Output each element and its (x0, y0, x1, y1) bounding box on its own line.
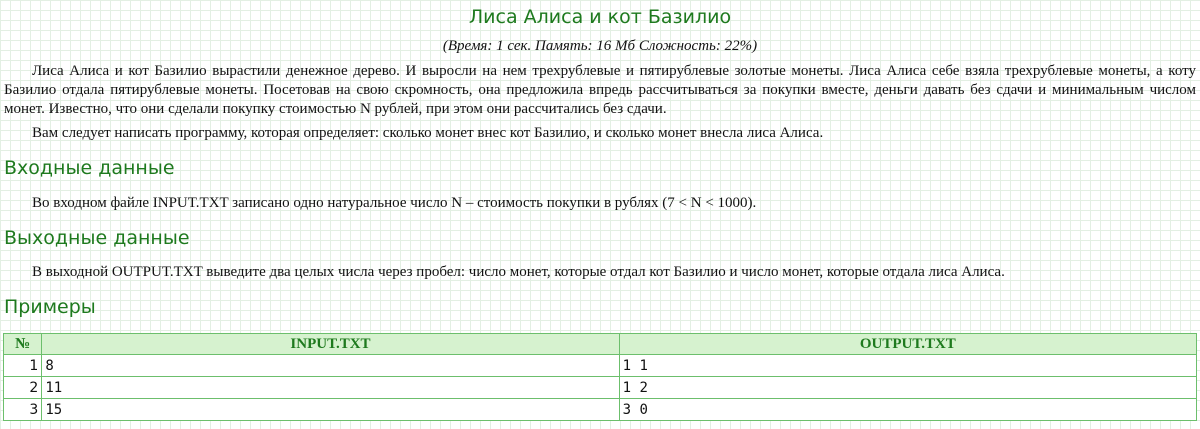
input-heading: Входные данные (4, 157, 175, 179)
example-input: 8 (42, 355, 619, 377)
problem-limits: (Время: 1 сек. Память: 16 Мб Сложность: 22%) (442, 38, 758, 54)
statement-paragraph-2: Вам следует написать программу, которая определяет: сколько монет внес кот Базилио, и сколько монет внесла лиса Алиса. (32, 125, 824, 141)
example-number: 3 (4, 399, 42, 421)
statement-paragraph-1: Лиса Алиса и кот Базилио вырастили денежное дерево. И выросли на нем трехрублевые и пятирублевые золотые монеты. Лиса Алиса себе взяла трехрублевые монеты, а коту Базилио отдала пятирублевые монеты. Посетовав на свою скромность, она предложила впредь рассчитываться за покупки вместе, деньги давать без сдачи и минимальным числом монет. Известно, что они сделали покупку стоимостью N рублей, при этом они рассчитались без сдачи. (4, 63, 1196, 117)
example-input: 15 (42, 399, 619, 421)
example-output: 1 2 (619, 377, 1196, 399)
input-description: Во входном файле INPUT.TXT записано одно натуральное число N – стоимость покупки в рублях (7 < N < 1000). (32, 195, 757, 211)
column-header-input: INPUT.TXT (42, 334, 619, 355)
column-header-number: № (4, 334, 42, 355)
table-row (4, 377, 1197, 399)
output-heading: Выходные данные (4, 227, 190, 249)
table-row (4, 355, 1197, 377)
example-number: 2 (4, 377, 42, 399)
examples-heading: Примеры (4, 296, 96, 318)
examples-header-row (4, 334, 1197, 355)
example-output: 3 0 (619, 399, 1196, 421)
example-number: 1 (4, 355, 42, 377)
table-row (4, 399, 1197, 421)
examples-table (3, 333, 1197, 421)
problem-title: Лиса Алиса и кот Базилио (468, 6, 732, 28)
column-header-output: OUTPUT.TXT (619, 334, 1196, 355)
example-input: 11 (42, 377, 619, 399)
output-description: В выходной OUTPUT.TXT выведите два целых числа через пробел: число монет, которые отдал кот Базилио и число монет, которые отдала лиса Алиса. (32, 264, 1005, 280)
example-output: 1 1 (619, 355, 1196, 377)
